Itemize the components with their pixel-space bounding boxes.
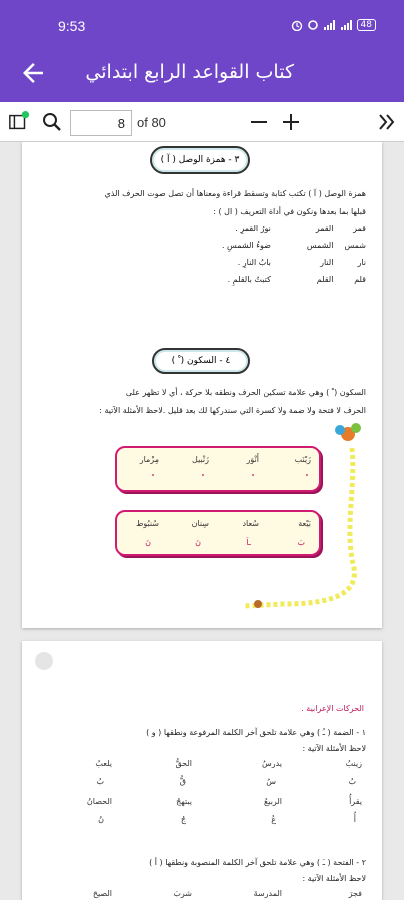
signal-icon — [323, 19, 335, 31]
section-3-title: ٣ - همزة الوصل ( آ ) — [150, 146, 250, 174]
pdf-page-9 — [22, 641, 382, 900]
alarm-icon — [291, 19, 303, 31]
back-arrow-icon[interactable] — [18, 58, 48, 88]
section-3-text-line-2: قبلها بما بعدها ونكون في أداة التعريف ( ال ) : — [213, 207, 366, 216]
search-icon[interactable] — [40, 109, 64, 135]
pdf-page-8 — [22, 142, 382, 628]
item-2-note: لاحظ الأمثلة الآتية : — [302, 874, 366, 883]
examples-grid: زينبُ يدرسُ الحقُّ يلعبُ بُ سُ قُّ بُ يقرأُ الربيعُ يبتهجُ الحصانُ أُ عُ جُ نُ — [86, 759, 362, 824]
example-row: نار النار بابُ النارِ . — [237, 258, 366, 267]
section-4-title: ٤ - السكون ( ْ ) — [152, 348, 250, 374]
section-4-text-line-1: السكون ( ْ ) وهي علامة تسكين الحرف ونطقه بلا حركة ، أي لا تظهر على — [125, 388, 366, 397]
status-icons — [291, 19, 376, 31]
section-3-text-line-1: همزة الوصل ( آ ) تكتب كتابة وتسقط قراءة ومعناها أن تصل صوت الحرف الذي — [104, 189, 366, 198]
document-title: كتاب القواعد الرابع ابتدائي — [85, 61, 294, 83]
decorative-vine-illustration — [244, 418, 364, 618]
pdf-viewer[interactable] — [0, 142, 404, 900]
section-4-text-line-2: الحرف لا فتحة ولا ضمة ولا كسرة التي سندركها لك بعد قليل .لاحظ الأمثلة الآتية : — [99, 406, 366, 415]
item-2-text: ٢ - الفتحة ( ـَ ) وهي علامة تلحق آخر الكلمة المنصوبة ونطقها ( أ ) — [149, 858, 366, 867]
status-bar — [0, 0, 404, 44]
word-card-2: بَيْعة سُعاد سِنان سُنبُوط بَ ـاَ نَ نَ — [115, 510, 321, 556]
double-chevron-right-icon[interactable] — [376, 109, 398, 135]
example-row: شمس الشمس ضوءُ الشمسِ . — [221, 241, 366, 250]
status-time: 9:53 — [58, 18, 86, 34]
item-1-note: لاحظ الأمثلة الآتية : — [302, 744, 366, 753]
page-corner-logo-icon — [34, 651, 54, 671]
signal-icon-2 — [340, 19, 352, 31]
plus-icon[interactable] — [280, 109, 302, 135]
sidebar-icon[interactable] — [8, 109, 30, 135]
page-total-label: of 80 — [137, 115, 166, 130]
word-card-1: زَيْنَب أَنْوَر زَنْبيل مِزْمار — [115, 446, 321, 492]
battery-indicator: 48 — [357, 19, 376, 31]
pdf-toolbar — [0, 102, 404, 142]
lesson-title: الحركات الإعرابية . — [301, 704, 364, 713]
app-bar — [0, 44, 404, 102]
item-1-text: ١ - الضمة ( ـُ ) وهي علامة تلحق آخر الكلمة المرفوعة ونطقها ( و ) — [146, 728, 366, 737]
page-number-input[interactable] — [70, 110, 132, 136]
examples-grid-2: فجرَ المدرسةَ شربَ الصيحَ — [92, 889, 362, 898]
sync-icon — [308, 19, 318, 31]
examples-table — [36, 224, 366, 294]
minus-icon[interactable] — [248, 109, 270, 135]
example-row: قلم القلم كتبتُ بالقلمِ . — [227, 275, 366, 284]
example-row: قمر القمر نورُ القمرِ . — [235, 224, 366, 233]
